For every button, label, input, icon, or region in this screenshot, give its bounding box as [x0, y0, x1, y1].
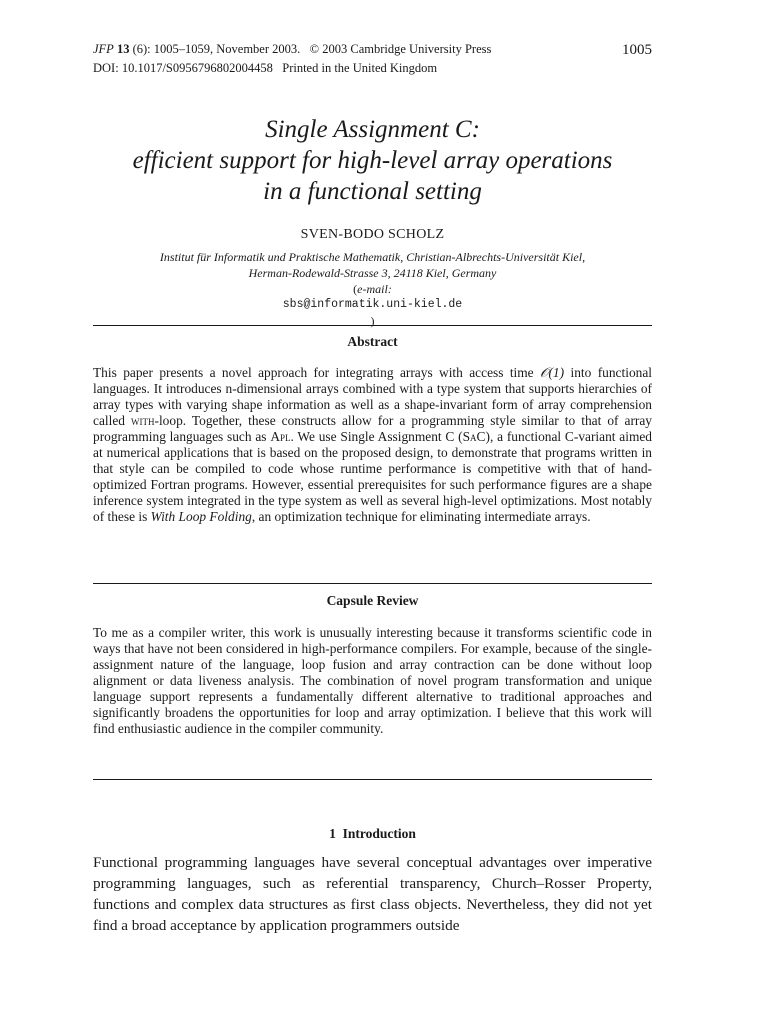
abstract-part-1: This paper presents a novel approach for integrating arrays with access time — [93, 365, 541, 380]
big-o-notation: 𝒪(1) — [540, 365, 565, 380]
doi-line: DOI: 10.1017/S0956796802004458 Printed in the United Kingdom — [93, 61, 438, 75]
email-address[interactable]: sbs@informatik.uni-kiel.de — [282, 298, 463, 311]
abstract-part-2: into functional languages. It introduces n-dimensional arrays combined with a type system that supports hierarchies of array types with varying shape information as well as a shape-invariant form of array comprehension called — [93, 365, 652, 428]
citation-line — [93, 40, 652, 59]
volume-number: 13 — [116, 42, 130, 56]
capsule-review-heading: Capsule Review — [326, 593, 419, 608]
abstract-text — [93, 365, 652, 525]
divider-capsule-end — [93, 779, 652, 780]
affiliation-line-1: Institut für Informatik und Praktische Mathematik, Christian-Albrechts-Universität Kiel, — [159, 250, 586, 264]
with-loop-folding-term: With Loop Folding — [150, 509, 252, 524]
sac-name: SaC — [462, 429, 486, 444]
apl-name: Apl — [270, 429, 291, 444]
capsule-review-text: To me as a compiler writer, this work is unusually interesting because it transforms scientific code in ways that have not been considered in high-performance compilers. For example, because of the single-assignment nature of the language, loop fusion and array contraction can be done without loop alignment or data liveness analysis. The combination of novel program transformation and unique language support represents a fundamentally different alternative to traditional approaches and significantly broadens the opportunities for loop and array optimization. I believe that this work will find enthusiastic audience in the compiler community. — [93, 625, 652, 736]
abstract-part-3: -loop. Together, these constructs allow for a programming style similar to that of array programming languages such as — [93, 413, 652, 444]
running-head — [93, 40, 652, 78]
title-line-3: in a functional setting — [263, 178, 482, 205]
issue-pages: (6): 1005–1059, November 2003. — [129, 42, 301, 56]
email-line: (e-mail: sbs@informatik.uni-kiel.de ) — [93, 281, 652, 329]
abstract-part-5: ), a functional C-variant aimed at numerical applications that is based on the proposed design, to demonstrate that programs written in that style can be compiled to code whose runtime performance is competitive with that of hand-optimized Fortran programs. However, essential prerequisites for such performance figures are a shape inference system integrated in the type system as well as several high-level optimizations. Most notably of these is — [93, 429, 653, 524]
introduction-text: Functional programming languages have several conceptual advantages over imperative programming languages, such as referential transparency, Church–Rosser Property, functions and complex data structures as first class objects. Nevertheless, they did not yet find a broad acceptance by application programmers outside — [93, 854, 652, 934]
divider-abstract-end — [93, 583, 652, 584]
introduction-heading: 1 Introduction — [329, 826, 416, 841]
abstract-heading: Abstract — [347, 334, 398, 349]
title-line-1: Single Assignment C: — [265, 116, 480, 143]
author-affiliation — [93, 249, 652, 329]
abstract-part-4: . We use Single Assignment C ( — [290, 429, 463, 444]
abstract-part-6: , an optimization technique for eliminating intermediate arrays. — [251, 509, 591, 524]
journal-abbrev: JFP — [93, 42, 114, 56]
divider-top — [93, 325, 652, 326]
title-line-2: efficient support for high-level array operations — [132, 147, 613, 174]
paper-title — [93, 114, 652, 207]
page-number: 1005 — [622, 42, 652, 58]
email-label: e-mail: — [357, 282, 392, 296]
with-keyword: with — [131, 413, 155, 428]
affiliation-line-2: Herman-Rodewald-Strasse 3, 24118 Kiel, Germany — [248, 266, 497, 280]
author-name: SVEN-BODO SCHOLZ — [300, 227, 445, 242]
copyright-notice: © 2003 Cambridge University Press — [309, 42, 492, 56]
